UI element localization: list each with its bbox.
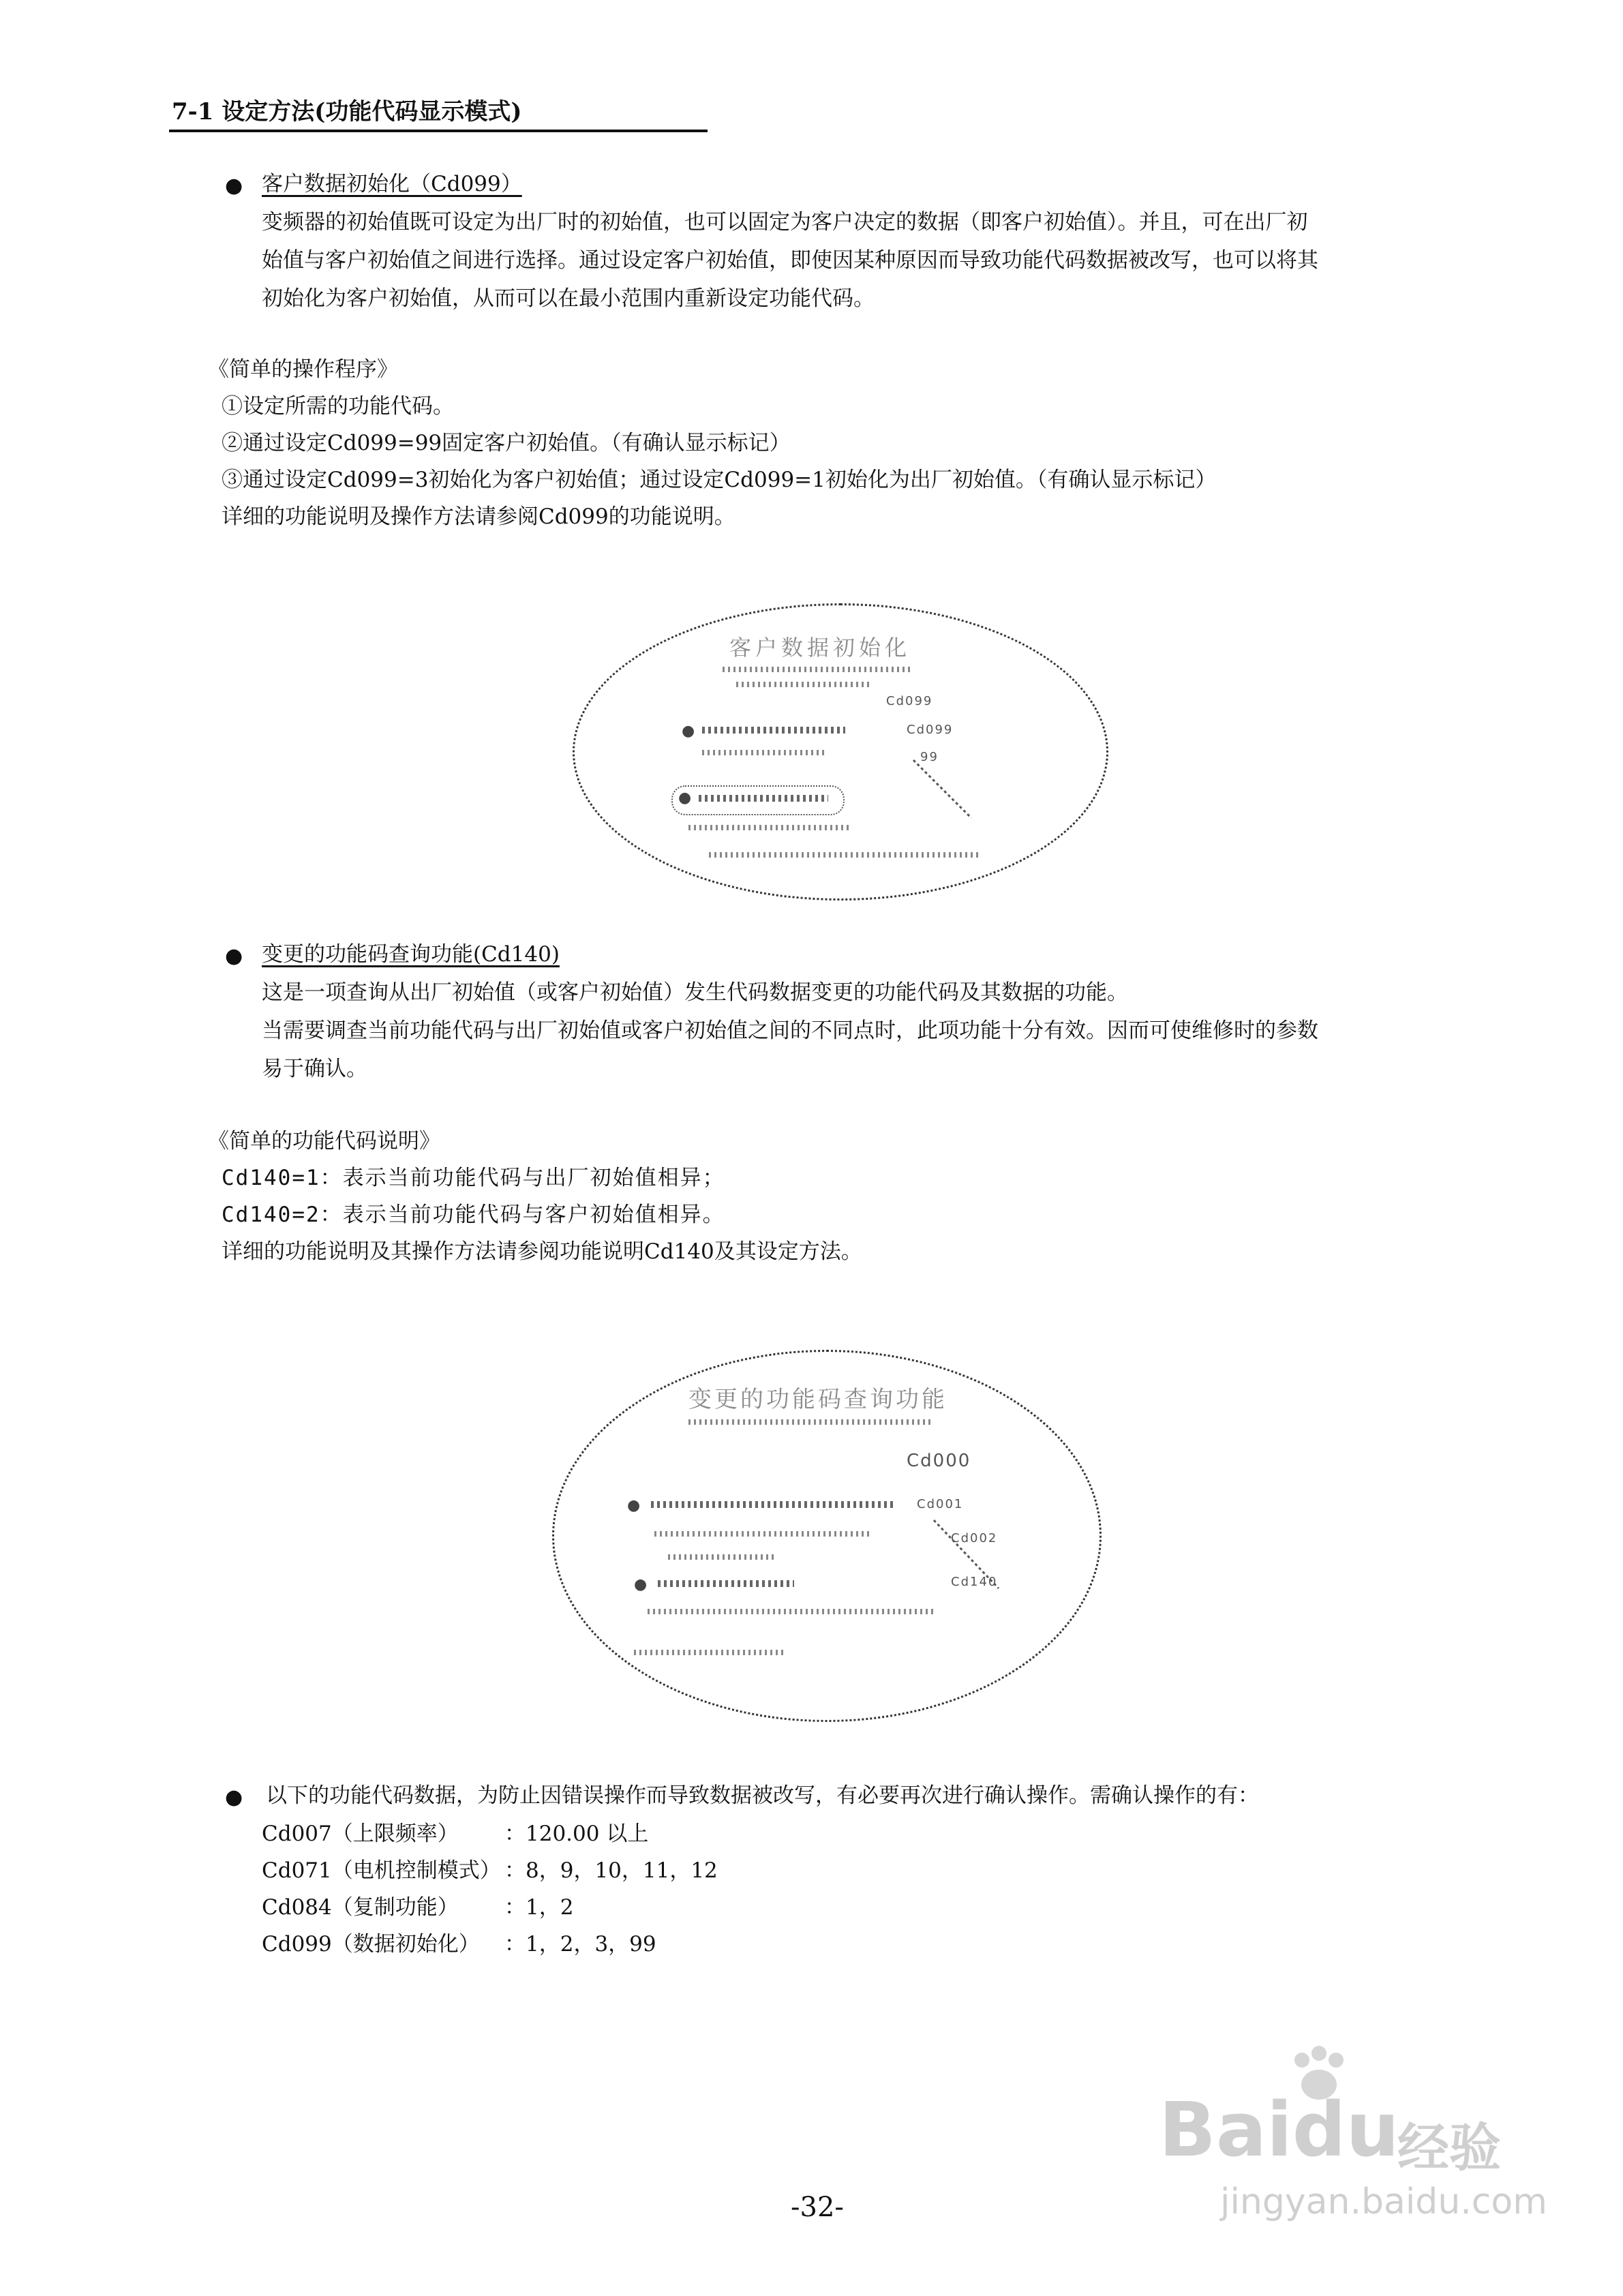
procedure-step: ①设定所需的功能代码。 — [222, 394, 454, 419]
figure-code: Cd099 — [886, 694, 933, 708]
figure-text-row — [688, 825, 852, 830]
confirm-code: Cd084（复制功能） — [262, 1895, 459, 1920]
section1-body-line: 变频器的初始值既可设定为出厂时的初始值，也可以固定为客户决定的数据（即客户初始值）。并且，可在出厂初 — [262, 210, 1308, 235]
figure-text-row — [651, 1501, 896, 1508]
figure-code: Cd001 — [917, 1497, 964, 1511]
figure-code: Cd099 — [907, 723, 954, 737]
figure-text-row — [709, 852, 982, 858]
explain-title: 《简单的功能代码说明》 — [208, 1129, 440, 1153]
procedure-step: ③通过设定Cd099=3初始化为客户初始值；通过设定Cd099=1初始化为出厂初始值。（有确认显示标记） — [222, 468, 1217, 492]
section3-intro: 以下的功能代码数据，为防止因错误操作而导致数据被改写，有必要再次进行确认操作。需确认操作的有： — [266, 1783, 1259, 1808]
figure-text-row — [648, 1609, 934, 1614]
watermark-brand2: du — [1292, 2086, 1399, 2173]
header-rule — [169, 130, 708, 132]
watermark-url: jingyan.baidu.com — [1220, 2181, 1547, 2222]
figure-code: Cd002 — [951, 1531, 998, 1545]
section2-body-line: 易于确认。 — [262, 1057, 367, 1081]
procedure-step: ②通过设定Cd099=99固定客户初始值。（有确认显示标记） — [222, 431, 791, 455]
explain-item: Cd140=1：表示当前功能代码与出厂初始值相异； — [222, 1166, 725, 1190]
section1-note: 详细的功能说明及操作方法请参阅Cd099的功能说明。 — [222, 504, 735, 529]
confirm-value: ：1，2 — [504, 1895, 574, 1920]
bullet-icon: ● — [225, 1785, 243, 1809]
figure-text-row — [658, 1580, 794, 1587]
section1-body — [262, 203, 1516, 318]
procedure-title: 《简单的操作程序》 — [208, 357, 398, 382]
figure-code: Cd000 — [907, 1451, 971, 1471]
confirm-value: ：120.00 以上 — [504, 1822, 649, 1846]
figure-rule — [723, 667, 913, 672]
figure-text-row — [654, 1531, 873, 1537]
section2-body — [262, 973, 1516, 1088]
page-number: -32- — [791, 2192, 844, 2223]
figure-code: Cd140 — [951, 1575, 998, 1589]
figure-text-row — [688, 1419, 934, 1425]
confirm-code: Cd071（电机控制模式） — [262, 1858, 501, 1883]
page-header-title: 7-1 设定方法(功能代码显示模式) — [172, 98, 522, 125]
figure-bullet-icon: ● — [678, 789, 692, 806]
figure-text-row — [736, 682, 873, 687]
figure-title: 变更的功能码查询功能 — [688, 1386, 947, 1413]
bullet-icon: ● — [225, 174, 243, 198]
section2-body-line: 这是一项查询从出厂初始值（或客户初始值）发生代码数据变更的功能代码及其数据的功能。 — [262, 980, 1128, 1005]
figure-arrow — [907, 757, 982, 825]
figure-text-row — [702, 750, 825, 755]
watermark-brand: Bai — [1159, 2086, 1292, 2173]
figure-text-row — [699, 795, 828, 802]
confirm-code: Cd099（数据初始化） — [262, 1932, 480, 1957]
figure-text-row — [702, 727, 845, 734]
confirm-code: Cd007（上限频率） — [262, 1822, 459, 1846]
figure-bullet-icon: ● — [634, 1576, 648, 1593]
bullet-icon: ● — [225, 944, 243, 968]
watermark-cn: 经验 — [1397, 2117, 1501, 2178]
section2-body-line: 当需要调查当前功能代码与出厂初始值或客户初始值之间的不同点时，此项功能十分有效。因而可使维修时的参数 — [262, 1018, 1318, 1043]
confirm-value: ：1，2，3，99 — [504, 1932, 656, 1957]
section2-note: 详细的功能说明及其操作方法请参阅功能说明Cd140及其设定方法。 — [222, 1239, 862, 1264]
figure-code: 99 — [920, 750, 939, 764]
section-title-cd099: 客户数据初始化（Cd099） — [262, 172, 522, 196]
explain-item: Cd140=2：表示当前功能代码与客户初始值相异。 — [222, 1203, 725, 1227]
figure-bullet-icon: ● — [682, 723, 695, 740]
figure-bullet-icon: ● — [627, 1497, 641, 1514]
confirm-value: ：8，9，10，11，12 — [504, 1858, 718, 1883]
watermark-logo — [1159, 2086, 1399, 2173]
section-title-cd140: 变更的功能码查询功能(Cd140) — [262, 942, 560, 967]
section1-body-line: 初始化为客户初始值，从而可以在最小范围内重新设定功能代码。 — [262, 286, 875, 311]
figure-arrow — [927, 1513, 1009, 1595]
figure-title: 客户数据初始化 — [729, 635, 911, 661]
figure-text-row — [668, 1554, 777, 1560]
figure-text-row — [634, 1650, 784, 1655]
section1-body-line: 始值与客户初始值之间进行选择。通过设定客户初始值，即使因某种原因而导致功能代码数据被改写，也可以将其 — [262, 248, 1318, 273]
